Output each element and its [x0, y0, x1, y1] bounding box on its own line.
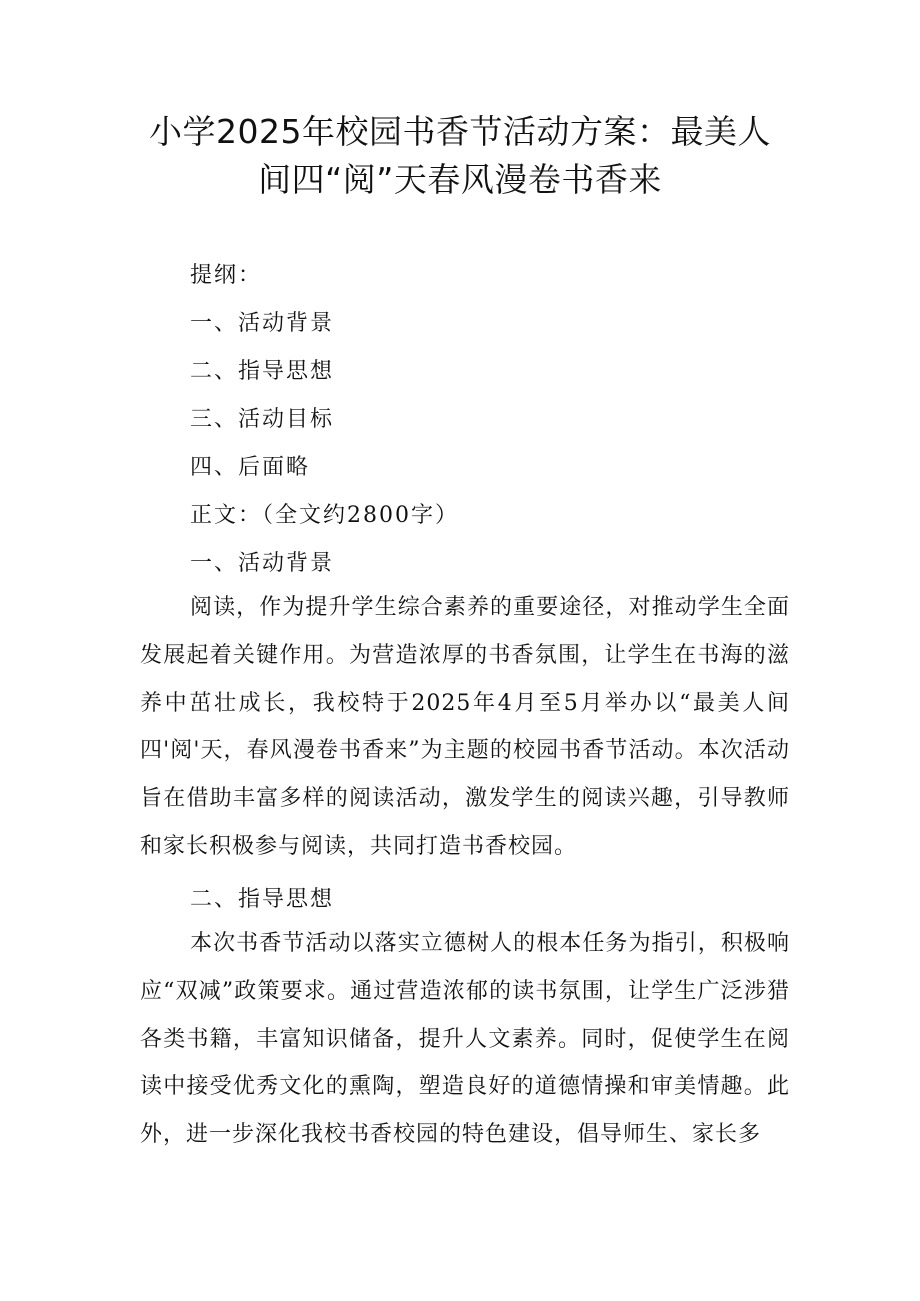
- outline-item-4: 四、后面略: [190, 455, 311, 480]
- section-paragraph-guiding-ideology: 本次书香节活动以落实立德树人的根本任务为指引，积极响应“双减”政策要求。通过营造浓郁的读书氛围，让学生广泛涉猎各类书籍，丰富知识储备，提升人文素养。同时，促使学生在阅读中接受优秀文化的熏陶，塑造良好的道德情操和审美情趣。此外，进一步深化我校书香校园的特色建设，倡导师生、家长多: [140, 931, 790, 1148]
- outline-item-1: 一、活动背景: [190, 311, 335, 336]
- outline-label: 提纲：: [190, 263, 263, 288]
- body-label: 正文：（全文约2800字）: [190, 503, 459, 528]
- section-heading-guiding-ideology: 二、指导思想: [190, 887, 335, 912]
- section-paragraph-background: 阅读，作为提升学生综合素养的重要途径，对推动学生全面发展起着关键作用。为营造浓厚的书香氛围，让学生在书海的滋养中茁壮成长，我校特于2025年4月至5月举办以“最美人间四'阅'天，春风漫卷书香来”为主题的校园书香节活动。本次活动旨在借助丰富多样的阅读活动，激发学生的阅读兴趣，引导教师和家长积极参与阅读，共同打造书香校园。: [140, 595, 790, 859]
- document-title-line-1: 小学2025年校园书香节活动方案：最美人: [149, 112, 771, 151]
- document-title-line-2: 间四“阅”天春风漫卷书香来: [258, 160, 662, 199]
- outline-item-3: 三、活动目标: [190, 407, 335, 432]
- section-heading-background: 一、活动背景: [190, 551, 335, 576]
- document-title: [130, 108, 790, 204]
- outline-item-2: 二、指导思想: [190, 359, 335, 384]
